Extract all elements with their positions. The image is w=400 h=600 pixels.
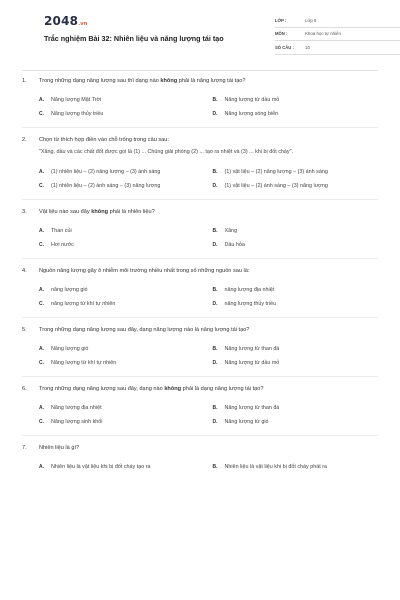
- option-letter: B.: [212, 463, 218, 470]
- meta-row-subject: [275, 28, 400, 42]
- answer-option[interactable]: [39, 356, 205, 370]
- question-4: [22, 267, 378, 318]
- option-letter: C.: [39, 241, 44, 248]
- answer-option[interactable]: [39, 401, 205, 415]
- question-text-part: phải là năng lượng tái tạo?: [177, 78, 246, 84]
- answer-option[interactable]: [39, 179, 205, 193]
- question-emphasis: không: [91, 209, 109, 215]
- option-text: (1) vật liệu – (2) ánh sáng – (3) năng lượng: [224, 182, 328, 189]
- answer-option[interactable]: [39, 107, 205, 121]
- option-letter: A.: [39, 168, 44, 175]
- question-divider: [22, 435, 378, 436]
- option-text: Năng lượng từ dầu mỏ: [224, 96, 280, 103]
- quiz-meta: [275, 14, 400, 55]
- question-text: [39, 267, 249, 275]
- option-text: Xăng: [224, 227, 238, 234]
- answer-option[interactable]: [213, 401, 379, 415]
- option-letter: A.: [39, 227, 44, 234]
- question-text-part: Nguồn năng lượng gây ô nhiễm môi trường nhiều nhất trong số những nguồn sau là:: [39, 268, 250, 274]
- option-letter: A.: [39, 463, 44, 470]
- option-letter: C.: [39, 359, 44, 366]
- answer-option[interactable]: [39, 415, 205, 429]
- question-text: [39, 326, 249, 334]
- option-letter: A.: [39, 404, 44, 411]
- answer-option[interactable]: [39, 93, 205, 107]
- meta-label: LỚP :: [275, 17, 287, 23]
- question-stem: [22, 136, 378, 144]
- option-text: Năng lượng sóng biển: [224, 110, 279, 117]
- option-letter: B.: [212, 345, 218, 352]
- question-stem: [22, 77, 378, 85]
- answer-options: [39, 283, 378, 311]
- answer-option[interactable]: [39, 297, 205, 311]
- option-letter: D.: [212, 110, 218, 117]
- answer-option[interactable]: [213, 342, 379, 356]
- answer-option[interactable]: [39, 283, 205, 297]
- question-3: [22, 208, 378, 259]
- site-logo[interactable]: [44, 14, 88, 28]
- meta-row-grade: [275, 14, 400, 28]
- option-letter: C.: [39, 182, 44, 189]
- question-number: 2.: [22, 137, 27, 143]
- logo-suffix: .vn: [78, 21, 88, 27]
- question-text: [39, 208, 155, 216]
- answer-options: [39, 401, 378, 429]
- option-text: năng lượng từ khí tự nhiên: [51, 300, 116, 307]
- question-divider: [22, 376, 378, 377]
- question-text-part: Chọn từ thích hợp điền vào chỗ trống trong câu sau:: [39, 137, 169, 143]
- question-text: [39, 136, 169, 144]
- option-text: Năng lượng từ dầu mỏ: [224, 359, 280, 366]
- option-letter: B.: [212, 168, 218, 175]
- question-number: 7.: [22, 445, 27, 451]
- answer-option[interactable]: [213, 179, 379, 193]
- header-divider: [22, 70, 378, 71]
- answer-options: [39, 342, 378, 370]
- option-letter: D.: [212, 418, 218, 425]
- question-emphasis: không: [160, 78, 178, 84]
- question-number: 5.: [22, 327, 27, 333]
- option-text: Năng lượng từ khí tự nhiên: [51, 359, 117, 366]
- question-text: [39, 385, 263, 393]
- question-list: [22, 77, 378, 474]
- question-text: [39, 444, 79, 452]
- page-header: [22, 0, 378, 66]
- answer-option[interactable]: [213, 165, 379, 179]
- answer-option[interactable]: [213, 297, 379, 311]
- answer-option[interactable]: [213, 283, 379, 297]
- question-text-part: Trong những dạng năng lượng sau đây, dạng nào: [39, 386, 165, 392]
- option-text: Dầu hỏa: [224, 241, 245, 248]
- question-text-part: Vật liệu nào sau đây: [39, 209, 92, 215]
- option-text: Năng lượng Mặt Trời: [51, 96, 102, 103]
- option-letter: A.: [39, 345, 44, 352]
- option-text: Năng lượng địa nhiệt: [51, 404, 102, 411]
- answer-option[interactable]: [213, 224, 379, 238]
- option-text: Năng lượng từ than đá: [224, 404, 280, 411]
- question-text: [39, 77, 246, 85]
- answer-options: [39, 165, 378, 193]
- option-letter: D.: [212, 241, 218, 248]
- question-stem: [22, 326, 378, 334]
- option-letter: B.: [212, 227, 218, 234]
- question-text-part: Trong những dạng năng lượng sau đây, dạng năng lượng nào là năng lượng tái tạo?: [39, 327, 250, 333]
- question-stem: [22, 385, 378, 393]
- question-divider: [22, 127, 378, 128]
- option-text: năng lượng gió: [51, 286, 88, 293]
- question-6: [22, 385, 378, 436]
- answer-option[interactable]: [213, 460, 379, 474]
- question-number: 6.: [22, 386, 27, 392]
- question-number: 1.: [22, 78, 27, 84]
- question-divider: [22, 258, 378, 259]
- option-letter: D.: [212, 300, 218, 307]
- question-quote: "Xăng, dầu và các chất đốt được gọi là (1) ... Chúng giải phóng (2) ... tạo ra nhiệt và (3) ... khi bị đốt cháy".: [39, 149, 293, 155]
- answer-option[interactable]: [39, 460, 205, 474]
- meta-value: Khoa học tự nhiên: [305, 31, 341, 37]
- option-text: năng lượng địa nhiệt: [224, 286, 275, 293]
- answer-options: [39, 93, 378, 121]
- option-text: Năng lượng từ than đá: [224, 345, 280, 352]
- answer-option[interactable]: [213, 415, 379, 429]
- option-text: Năng lượng gió: [51, 345, 89, 352]
- meta-row-count: [275, 41, 400, 55]
- answer-option[interactable]: [39, 224, 205, 238]
- answer-option[interactable]: [39, 165, 205, 179]
- question-1: [22, 77, 378, 128]
- option-text: (1) nhiên liệu – (2) ánh sáng – (3) năng lượng: [51, 182, 161, 189]
- answer-option[interactable]: [39, 342, 205, 356]
- answer-options: [39, 224, 378, 252]
- option-letter: B.: [212, 286, 218, 293]
- option-letter: B.: [212, 96, 218, 103]
- option-text: năng lượng thủy triều: [224, 300, 276, 307]
- question-text-part: phải là dạng năng lượng tái tạo?: [181, 386, 264, 392]
- option-text: Than củi: [51, 227, 72, 234]
- page-title: Trắc nghiệm Bài 32: Nhiên liệu và năng lượng tái tạo: [44, 34, 224, 43]
- answer-option[interactable]: [39, 238, 205, 252]
- question-divider: [22, 199, 378, 200]
- question-5: [22, 326, 378, 377]
- option-text: Năng lượng sinh khối: [51, 418, 103, 425]
- answer-option[interactable]: [213, 107, 379, 121]
- option-letter: D.: [212, 359, 218, 366]
- option-letter: C.: [39, 300, 44, 307]
- question-text-part: phải là nhiên liệu?: [108, 209, 155, 215]
- question-emphasis: không: [164, 386, 182, 392]
- question-divider: [22, 317, 378, 318]
- question-stem: [22, 444, 378, 452]
- question-stem: [22, 208, 378, 216]
- logo-text: 2048: [44, 14, 79, 28]
- option-letter: A.: [39, 96, 44, 103]
- answer-option[interactable]: [213, 356, 379, 370]
- meta-value: Lớp 6: [305, 17, 317, 23]
- option-text: Năng lượng thủy triều: [51, 110, 104, 117]
- meta-value: 10: [305, 44, 310, 50]
- option-text: (1) nhiên liệu – (2) năng lượng – (3) ánh sáng: [51, 168, 161, 175]
- option-text: Nhiên liệu là vật liệu khi bị đốt cháy tạo ra: [51, 463, 151, 470]
- option-text: (1) vật liệu – (2) năng lượng – (3) ánh sáng: [224, 168, 328, 175]
- meta-label: MÔN :: [275, 31, 288, 37]
- question-text-part: Trong những dạng năng lượng sau thì dạng nào: [39, 78, 161, 84]
- option-letter: D.: [212, 182, 218, 189]
- option-letter: C.: [39, 110, 44, 117]
- option-text: Năng lượng từ gió: [224, 418, 269, 425]
- option-letter: A.: [39, 286, 44, 293]
- option-text: Hơi nước: [51, 241, 74, 248]
- question-stem: [22, 267, 378, 275]
- option-text: Nhiên liệu là vật liệu khi bị đốt cháy phát ra: [224, 463, 327, 470]
- answer-option[interactable]: [213, 93, 379, 107]
- question-2: [22, 136, 378, 200]
- question-7: [22, 444, 378, 474]
- option-letter: B.: [212, 404, 218, 411]
- question-number: 4.: [22, 268, 27, 274]
- option-letter: C.: [39, 418, 44, 425]
- answer-option[interactable]: [213, 238, 379, 252]
- question-text-part: Nhiên liệu là gì?: [39, 445, 80, 451]
- answer-options: [39, 460, 378, 474]
- meta-label: SỐ CÂU :: [275, 44, 294, 50]
- question-number: 3.: [22, 209, 27, 215]
